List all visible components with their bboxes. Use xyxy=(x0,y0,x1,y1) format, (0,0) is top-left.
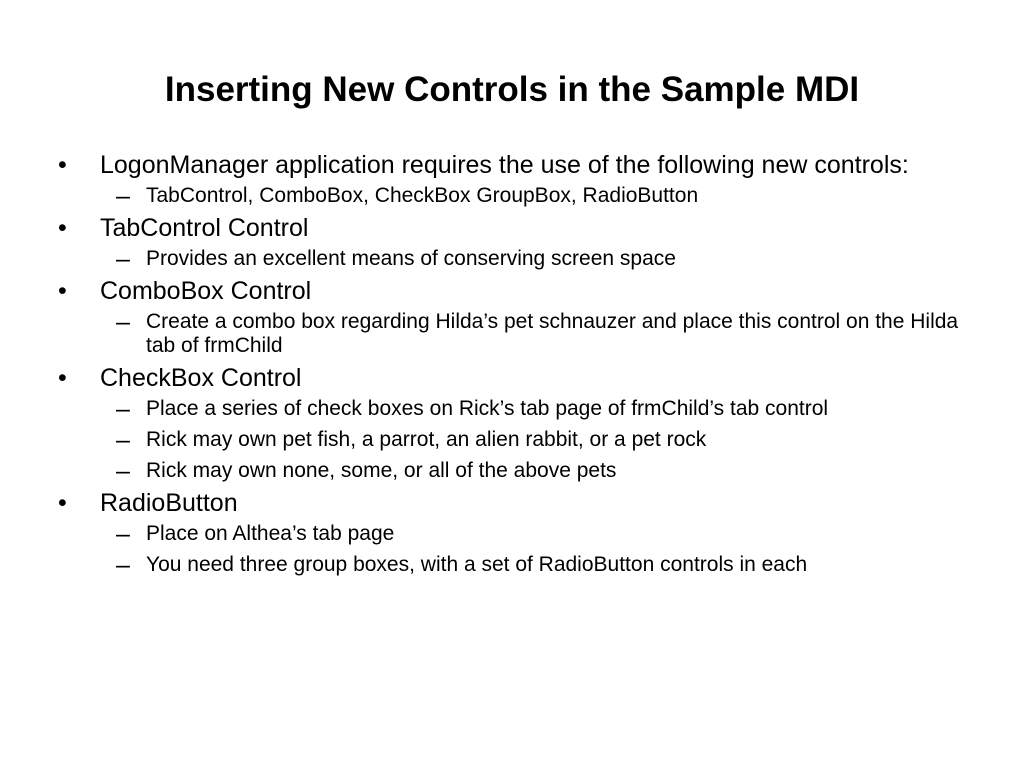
sub-bullet-item xyxy=(100,184,978,208)
sub-bullet-marker: – xyxy=(116,426,130,454)
sub-bullet-item xyxy=(100,553,978,577)
bullet-item xyxy=(58,278,978,358)
sub-bullet-marker: – xyxy=(116,308,130,336)
sub-bullet-text: Rick may own pet fish, a parrot, an alien rabbit, or a pet rock xyxy=(146,428,707,451)
bullet-marker: • xyxy=(58,214,67,242)
sub-bullet-text: You need three group boxes, with a set of RadioButton controls in each xyxy=(146,553,808,576)
bullet-text: RadioButton xyxy=(100,489,238,517)
sub-bullet-marker: – xyxy=(116,551,130,579)
sub-bullet-marker: – xyxy=(116,457,130,485)
sub-bullet-marker: – xyxy=(116,182,130,210)
bullet-marker: • xyxy=(58,489,67,517)
bullet-item xyxy=(58,152,978,208)
bullet-item xyxy=(58,490,978,577)
bullet-marker: • xyxy=(58,151,67,179)
bullet-marker: • xyxy=(58,277,67,305)
bullet-text: LogonManager application requires the use of the following new controls: xyxy=(100,151,909,179)
sub-bullet-item xyxy=(100,522,978,546)
sub-bullet-marker: – xyxy=(116,245,130,273)
sub-bullet-list xyxy=(100,397,978,483)
bullet-text: ComboBox Control xyxy=(100,277,312,305)
sub-bullet-item xyxy=(100,247,978,271)
bullet-text: CheckBox Control xyxy=(100,364,302,392)
sub-bullet-item xyxy=(100,428,978,452)
sub-bullet-text: Provides an excellent means of conserving screen space xyxy=(146,247,676,270)
sub-bullet-text: Rick may own none, some, or all of the above pets xyxy=(146,459,617,482)
sub-bullet-text: Place a series of check boxes on Rick’s tab page of frmChild’s tab control xyxy=(146,397,829,420)
sub-bullet-item xyxy=(100,459,978,483)
bullet-item xyxy=(58,365,978,483)
sub-bullet-marker: – xyxy=(116,395,130,423)
sub-bullet-marker: – xyxy=(116,520,130,548)
bullet-item xyxy=(58,215,978,271)
sub-bullet-text: Create a combo box regarding Hilda’s pet schnauzer and place this control on the Hilda tab of frmChild xyxy=(146,310,959,357)
bullet-text: TabControl Control xyxy=(100,214,309,242)
sub-bullet-list xyxy=(100,247,978,271)
bullet-list xyxy=(58,152,978,584)
slide-title: Inserting New Controls in the Sample MDI xyxy=(164,70,860,109)
sub-bullet-list xyxy=(100,184,978,208)
sub-bullet-list xyxy=(100,310,978,358)
sub-bullet-text: Place on Althea’s tab page xyxy=(146,522,395,545)
sub-bullet-item xyxy=(100,310,978,358)
sub-bullet-item xyxy=(100,397,978,421)
sub-bullet-list xyxy=(100,522,978,577)
sub-bullet-text: TabControl, ComboBox, CheckBox GroupBox, RadioButton xyxy=(146,184,699,207)
bullet-marker: • xyxy=(58,364,67,392)
